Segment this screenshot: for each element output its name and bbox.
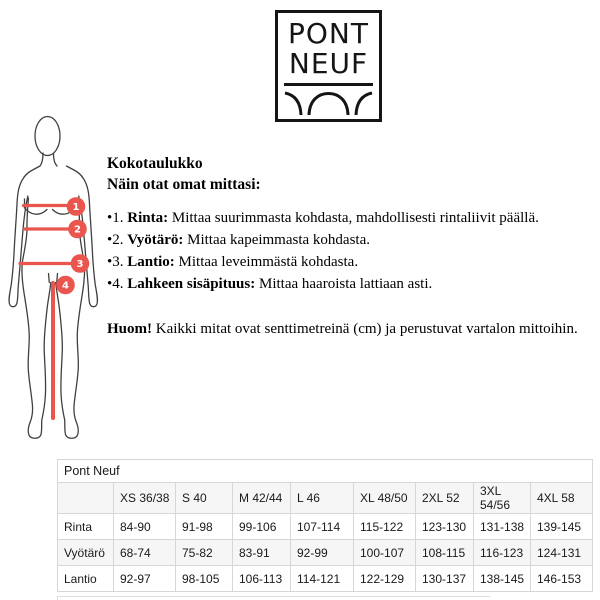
size-col-header: 3XL 54/56 (474, 483, 531, 514)
size-cell: 98-105 (176, 566, 233, 592)
item-term: Rinta: (127, 210, 169, 226)
size-row-label: Rinta (58, 514, 114, 540)
size-cell: 92-97 (114, 566, 176, 592)
marker-4-label: 4 (62, 280, 69, 292)
bridge-arches-icon (284, 89, 373, 115)
size-cell: 138-145 (474, 566, 531, 592)
table-row (58, 540, 593, 566)
size-col-header: 2XL 52 (416, 483, 474, 514)
size-col-header: XL 48/50 (354, 483, 416, 514)
size-cell: 107-114 (291, 514, 354, 540)
size-cell: 114-121 (291, 566, 354, 592)
marker-1-label: 1 (72, 202, 80, 213)
measurement-lines (20, 206, 79, 419)
page-title: Kokotaulukko (107, 155, 203, 172)
marker-3-label: 3 (76, 259, 84, 270)
table-title: Pont Neuf (58, 460, 593, 483)
item-marker: •1. (107, 210, 124, 226)
size-cell: 68-74 (114, 540, 176, 566)
size-cell: 115-122 (354, 514, 416, 540)
note-text: Kaikki mitat ovat senttimetreinä (cm) ja perustuvat vartalon mittoihin. (155, 321, 578, 337)
size-cell: 124-131 (531, 540, 593, 566)
body-measurement-figure (2, 112, 108, 454)
size-cell: 84-90 (114, 514, 176, 540)
instruction-list (107, 207, 595, 295)
item-term: Lahkeen sisäpituus: (127, 276, 256, 292)
table-row (58, 514, 593, 540)
brand-logo (275, 10, 382, 122)
table-title-row (58, 460, 593, 483)
instruction-item (107, 273, 595, 295)
size-cell: 116-123 (474, 540, 531, 566)
table-header-row (58, 483, 593, 514)
size-col-header: 4XL 58 (531, 483, 593, 514)
item-marker: •2. (107, 232, 124, 248)
size-cell: 123-130 (416, 514, 474, 540)
size-cell: 139-145 (531, 514, 593, 540)
size-row-label: Vyötärö (58, 540, 114, 566)
note-label: Huom! (107, 321, 152, 337)
table-row (58, 566, 593, 592)
size-cell: 83-91 (233, 540, 291, 566)
size-cell: 100-107 (354, 540, 416, 566)
size-cell: 130-137 (416, 566, 474, 592)
size-cell: 92-99 (291, 540, 354, 566)
size-col-header: S 40 (176, 483, 233, 514)
item-marker: •3. (107, 254, 124, 270)
size-cell: 99-106 (233, 514, 291, 540)
instructions-subtitle: Näin otat omat mittasi: (107, 176, 261, 193)
size-cell: 146-153 (531, 566, 593, 592)
instruction-item (107, 207, 595, 229)
size-cell: 75-82 (176, 540, 233, 566)
measuring-instructions (107, 153, 595, 340)
size-col-header: L 46 (291, 483, 354, 514)
size-cell: 106-113 (233, 566, 291, 592)
instruction-item (107, 251, 595, 273)
size-table (57, 459, 593, 592)
item-desc: Mittaa kapeimmasta kohdasta. (187, 232, 370, 248)
logo-divider (284, 83, 373, 86)
item-marker: •4. (107, 276, 124, 292)
item-term: Vyötärö: (127, 232, 184, 248)
logo-word-2: NEUF (288, 47, 369, 80)
item-desc: Mittaa leveimmästä kohdasta. (178, 254, 359, 270)
size-col-header (58, 483, 114, 514)
marker-2-label: 2 (74, 224, 81, 236)
logo-word-1: PONT (288, 17, 369, 50)
item-desc: Mittaa haaroista lattiaan asti. (258, 276, 433, 292)
item-term: Lantio: (127, 254, 175, 270)
size-col-header: XS 36/38 (114, 483, 176, 514)
instruction-item (107, 229, 595, 251)
size-cell: 122-129 (354, 566, 416, 592)
size-cell: 91-98 (176, 514, 233, 540)
table-next-row-cutoff (57, 596, 490, 600)
size-cell: 131-138 (474, 514, 531, 540)
size-cell: 108-115 (416, 540, 474, 566)
size-col-header: M 42/44 (233, 483, 291, 514)
size-row-label: Lantio (58, 566, 114, 592)
measurement-note (107, 319, 595, 340)
item-desc: Mittaa suurimmasta kohdasta, mahdollisesti rintaliivit päällä. (171, 210, 539, 226)
